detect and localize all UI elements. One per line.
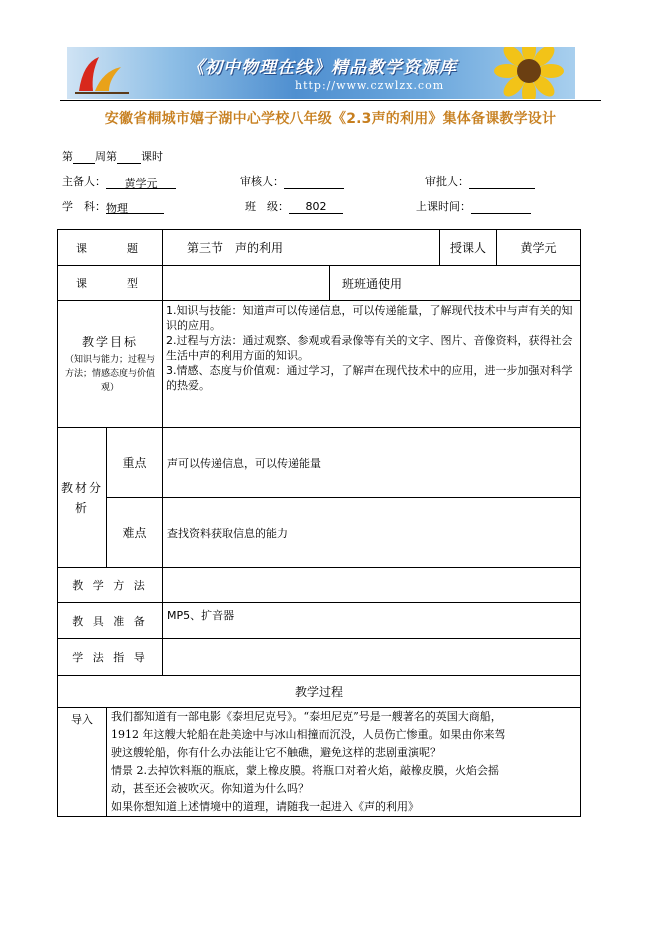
class-field: 班 级： 802 bbox=[245, 198, 343, 214]
logo-icon bbox=[73, 53, 131, 95]
intro-content bbox=[107, 708, 581, 817]
approver-field: 审批人： bbox=[425, 173, 535, 189]
goal-item: 2.过程与方法：通过观察、参观或看录像等有关的文字、图片、音像资料，获得社会生活中声的利用方面的知识。 bbox=[166, 334, 573, 362]
goal-item: 1.知识与技能：知道声可以传递信息，可以传递能量，了解现代技术中与声有关的知识的应用。 bbox=[166, 304, 573, 332]
key-value: 声可以传递信息，可以传递能量 bbox=[163, 428, 581, 498]
banner-title: 《初中物理在线》精品教学资源库 bbox=[187, 58, 457, 78]
topic-value: 第三节 声的利用 bbox=[163, 230, 440, 266]
lesson-table bbox=[57, 229, 581, 817]
subject-field: 学 科：物理 bbox=[62, 198, 164, 214]
goals-content bbox=[163, 301, 581, 428]
header-banner bbox=[67, 47, 575, 99]
goals-label-cell bbox=[58, 301, 163, 428]
sunflower-icon bbox=[483, 47, 573, 99]
subject-value: 物理 bbox=[106, 200, 164, 214]
study-value bbox=[163, 639, 581, 676]
tools-label: 教 具 准 备 bbox=[58, 603, 163, 639]
teacher-value: 黄学元 bbox=[497, 230, 581, 266]
intro-line: 1912 年这艘大轮船在赴美途中与冰山相撞而沉没，人员伤亡惨重。如果由你来驾 bbox=[111, 728, 506, 741]
reviewer-field: 审核人： bbox=[240, 173, 344, 189]
intro-line: 我们都知道有一部电影《泰坦尼克号》。“泰坦尼克”号是一艘著名的英国大商船， bbox=[111, 710, 502, 723]
type-value bbox=[163, 266, 330, 301]
difficulty-value: 查找资料获取信息的能力 bbox=[163, 498, 581, 568]
type-label: 课 型 bbox=[58, 266, 163, 301]
intro-line: 动，甚至还会被吹灭。你知道为什么吗？ bbox=[111, 782, 309, 795]
material-label: 教材分析 bbox=[58, 428, 107, 568]
key-label: 重点 bbox=[107, 428, 163, 498]
header-rule bbox=[60, 100, 601, 101]
intro-label: 导入 bbox=[58, 708, 107, 817]
usage-label: 班班通使用 bbox=[330, 266, 581, 301]
date-field: 上课时间： bbox=[416, 198, 531, 214]
difficulty-label: 难点 bbox=[107, 498, 163, 568]
process-heading: 教学过程 bbox=[58, 676, 581, 708]
preparer-value: 黄学元 bbox=[106, 175, 176, 189]
goals-label: 教学目标 bbox=[81, 335, 138, 349]
tools-value: MP5、扩音器 bbox=[163, 603, 581, 639]
method-label: 教 学 方 法 bbox=[58, 568, 163, 603]
class-value: 802 bbox=[289, 200, 343, 214]
week-line: 第 周第 课时 bbox=[62, 150, 163, 163]
topic-label: 课 题 bbox=[58, 230, 163, 266]
intro-line: 如果你想知道上述情境中的道理，请随我一起进入《声的利用》 bbox=[111, 800, 419, 813]
banner-url: http://www.czwlzx.com bbox=[295, 79, 445, 92]
method-value bbox=[163, 568, 581, 603]
teacher-label: 授课人 bbox=[440, 230, 497, 266]
goal-item: 3.情感、态度与价值观：通过学习，了解声在现代技术中的应用，进一步加强对科学的热爱。 bbox=[166, 364, 573, 392]
study-label: 学 法 指 导 bbox=[58, 639, 163, 676]
intro-line: 驶这艘轮船，你有什么办法能让它不触礁，避免这样的悲剧重演呢？ bbox=[111, 746, 441, 759]
preparer-field: 主备人： 黄学元 bbox=[62, 173, 176, 189]
intro-line: 情景 2.去掉饮料瓶的瓶底，蒙上橡皮膜。将瓶口对着火焰，敲橡皮膜，火焰会摇 bbox=[111, 764, 499, 777]
document-title: 安徽省桐城市嬉子湖中心学校八年级《2.3声的利用》集体备课教学设计 bbox=[104, 111, 557, 127]
goals-sublabel: （知识与能力；过程与方法；情感态度与价值观） bbox=[64, 355, 155, 393]
